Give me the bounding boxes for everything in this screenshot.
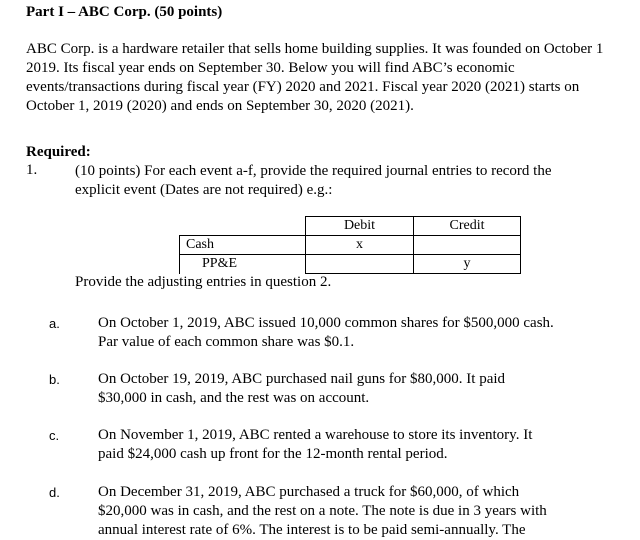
intro-line: October 1, 2019 (2020) and ends on September 30, 2020 (2021). <box>26 98 414 114</box>
header-account-cell <box>180 217 306 236</box>
table-row <box>180 236 521 255</box>
question-line: (10 points) For each event a-f, provide the required journal entries to record the <box>75 163 552 179</box>
journal-entry-example-table <box>179 216 521 274</box>
header-debit-cell: Debit <box>306 217 414 236</box>
event-letter: d. <box>49 485 60 500</box>
event-line: paid $24,000 cash up front for the 12-month rental period. <box>98 446 448 462</box>
intro-line: ABC Corp. is a hardware retailer that sells home building supplies. It was founded on October 1 <box>26 41 604 57</box>
intro-paragraph <box>26 40 640 116</box>
event-line: $30,000 in cash, and the rest was on account. <box>98 390 370 406</box>
event-line: $20,000 was in cash, and the rest on a note. The note is due in 3 years with <box>98 503 547 519</box>
question-text <box>75 162 552 200</box>
table-row <box>180 255 521 274</box>
intro-line: 2019. Its fiscal year ends on September 30. Below you will find ABC’s economic <box>26 60 515 76</box>
credit-cell: y <box>414 255 521 274</box>
account-cell: PP&E <box>180 255 306 274</box>
credit-cell <box>414 236 521 255</box>
debit-cell <box>306 255 414 274</box>
question-line: explicit event (Dates are not required) e.g.: <box>75 182 333 198</box>
account-cell: Cash <box>180 236 306 255</box>
part-heading: Part I – ABC Corp. (50 points) <box>26 4 223 20</box>
header-credit-cell: Credit <box>414 217 521 236</box>
table-header-row <box>180 217 521 236</box>
required-label: Required: <box>26 144 91 160</box>
debit-cell: x <box>306 236 414 255</box>
event-letter: a. <box>49 316 60 331</box>
event-text <box>98 314 640 352</box>
event-line: On December 31, 2019, ABC purchased a truck for $60,000, of which <box>98 484 520 500</box>
question-number: 1. <box>26 162 38 178</box>
event-text <box>98 483 640 540</box>
event-line: On October 1, 2019, ABC issued 10,000 common shares for $500,000 cash. <box>98 315 554 331</box>
event-line: On November 1, 2019, ABC rented a warehouse to store its inventory. It <box>98 427 533 443</box>
event-line: On October 19, 2019, ABC purchased nail guns for $80,000. It paid <box>98 371 506 387</box>
intro-line: events/transactions during fiscal year (FY) 2020 and 2021. Fiscal year 2020 (2021) starts on <box>26 79 580 95</box>
event-letter: c. <box>49 428 60 443</box>
event-letter: b. <box>49 372 60 387</box>
event-line: annual interest rate of 6%. The interest is to be paid semi-annually. The <box>98 522 526 538</box>
adjusting-note: Provide the adjusting entries in question 2. <box>75 274 332 290</box>
event-line: Par value of each common share was $0.1. <box>98 334 355 350</box>
event-text <box>98 370 640 408</box>
event-text <box>98 426 640 464</box>
